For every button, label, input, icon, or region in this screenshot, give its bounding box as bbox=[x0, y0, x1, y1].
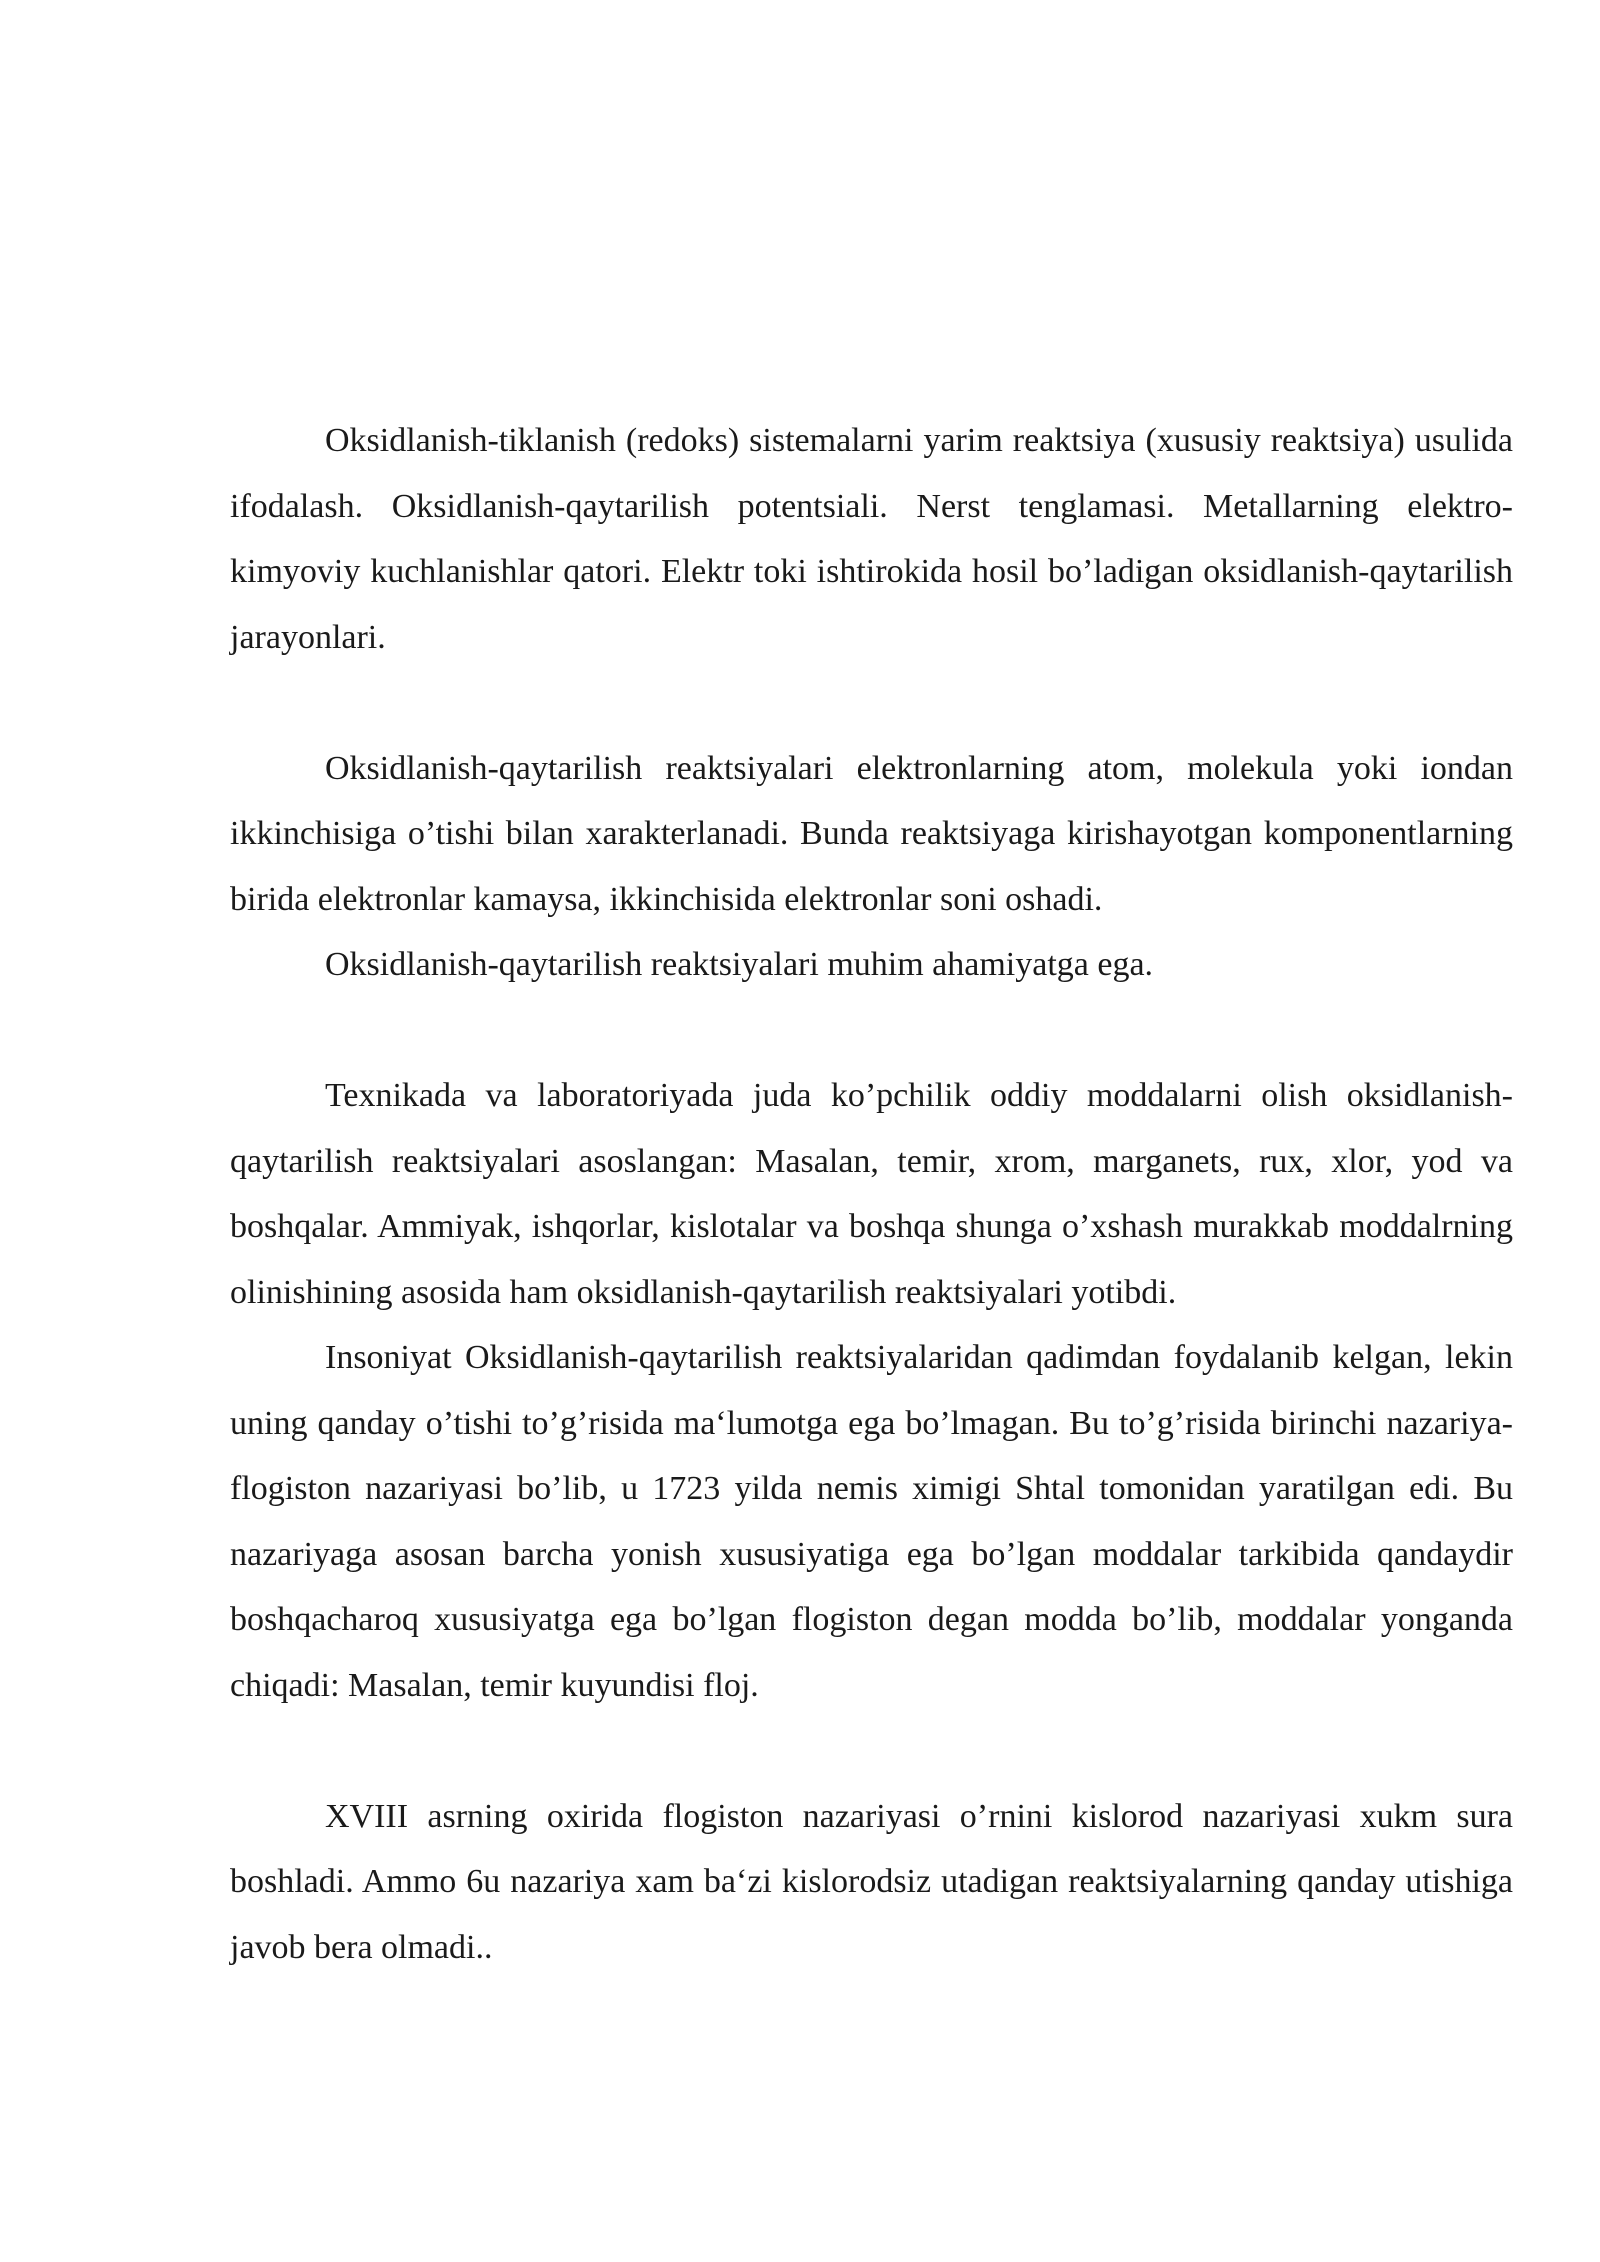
paragraph-redox-intro: Oksidlanish-tiklanish (redoks) sistemalarni yarim reaktsiya (xususiy reaktsiya) usulida ifodalash. Oksidlanish-qaytarilish potentsiali. Nerst tenglamasi. Metallarning elektro-kimyoviy kuchlanishlar qatori. Elektr toki ishtirokida hosil bo’ladigan oksidlanish-qaytarilish jarayonlari. bbox=[230, 422, 1513, 656]
paragraph-industry-use: Texnikada va laboratoriyada juda ko’pchilik oddiy moddalarni olish oksidlanish-qaytarilish reaktsiyalari asoslangan: Masalan, temir, xrom, marganets, rux, xlor, yod va boshqalar. Ammiyak, ishqorlar, kislotalar va boshqa shunga o’xshash murakkab moddalrning olinishining asosida ham oksidlanish-qaytarilish reaktsiyalari yotibdi. bbox=[230, 1077, 1513, 1311]
paragraph-oxygen-theory: XVIII asrning oxirida flogiston nazariyasi o’rnini kislorod nazariyasi xukm sura boshladi. Ammo 6u nazariya xam ba‘zi kislorodsiz utadigan reaktsiyalarning qanday utishiga javob bera olmadi.. bbox=[230, 1797, 1513, 1966]
paragraph-importance: Oksidlanish-qaytarilish reaktsiyalari muhim ahamiyatga ega. bbox=[325, 946, 1154, 983]
document-body bbox=[230, 408, 1513, 1980]
paragraph-phlogiston-theory: Insoniyat Oksidlanish-qaytarilish reaktsiyalaridan qadimdan foydalanib kelgan, lekin uning qanday o’tishi to’g’risida ma‘lumotga ega bo’lmagan. Bu to’g’risida birinchi nazariya-flogiston nazariyasi bo’lib, u 1723 yilda nemis ximigi Shtal tomonidan yaratilgan edi. Bu nazariyaga asosan barcha yonish xususiyatiga ega bo’lgan moddalar tarkibida qandaydir boshqacharoq xususiyatga ega bo’lgan flogiston degan modda bo’lib, moddalar yonganda chiqadi: Masalan, temir kuyundisi floj. bbox=[230, 1339, 1513, 1704]
paragraph-electron-transfer: Oksidlanish-qaytarilish reaktsiyalari elektronlarning atom, molekula yoki iondan ikkinchisiga o’tishi bilan xarakterlanadi. Bunda reaktsiyaga kirishayotgan komponentlarning birida elektronlar kamaysa, ikkinchisida elektronlar soni oshadi. bbox=[230, 749, 1513, 918]
